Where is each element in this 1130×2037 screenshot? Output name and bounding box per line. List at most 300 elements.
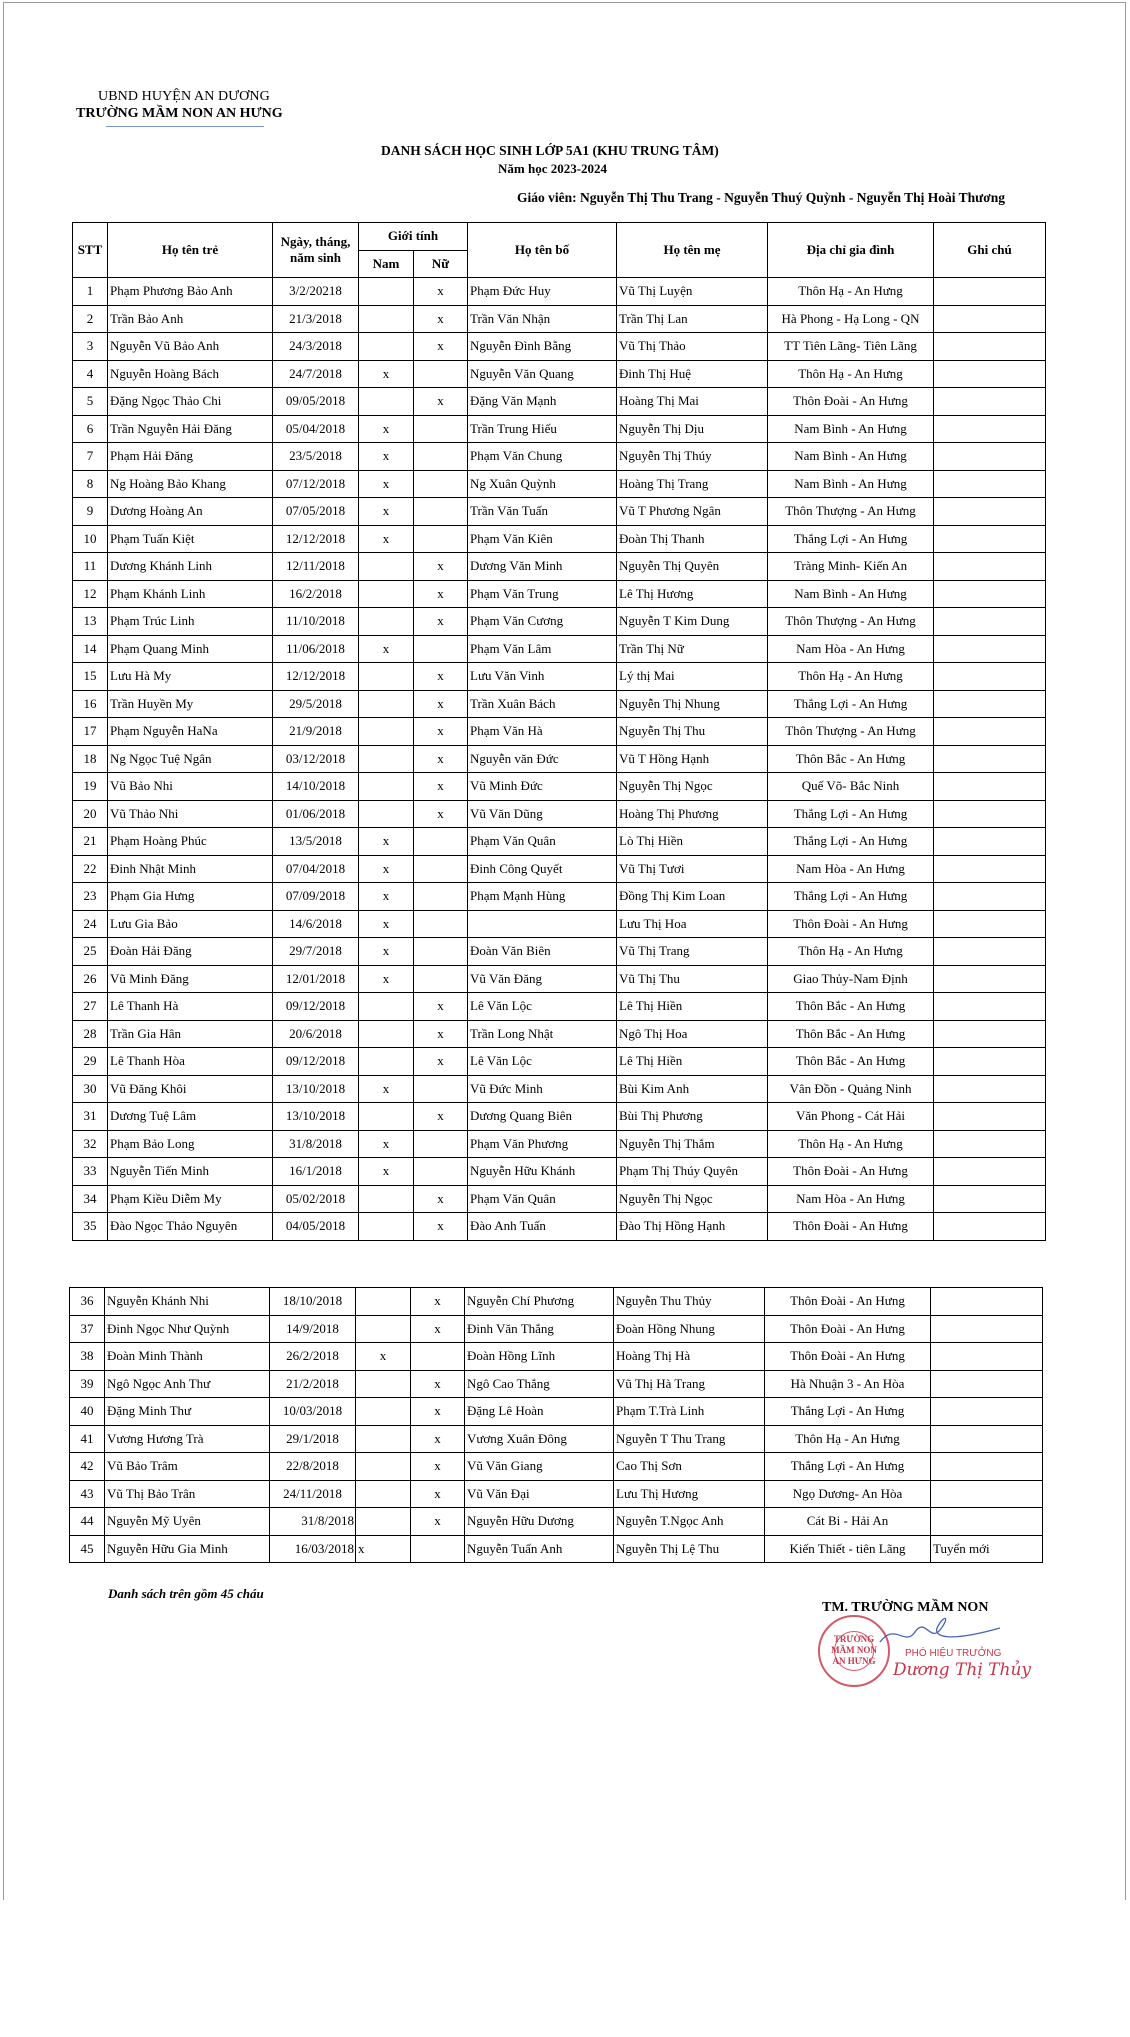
stamp-line-2: MẦM NON (831, 1645, 877, 1655)
dob-cell: 29/1/2018 (270, 1425, 356, 1453)
table-row (73, 1185, 1046, 1213)
note-cell (931, 1453, 1043, 1481)
stt-cell: 17 (73, 718, 108, 746)
stt-cell: 34 (73, 1185, 108, 1213)
address-cell: Thôn Đoài - An Hưng (768, 1213, 934, 1241)
mother-name-cell: Hoàng Thị Phương (617, 800, 768, 828)
mother-name-cell: Phạm Thị Thúy Quyên (617, 1158, 768, 1186)
note-cell (934, 333, 1046, 361)
note-cell (934, 1185, 1046, 1213)
table-row (73, 828, 1046, 856)
female-mark-cell (414, 1075, 468, 1103)
male-mark-cell (356, 1398, 411, 1426)
male-mark-cell (359, 553, 414, 581)
female-mark-cell: x (411, 1370, 465, 1398)
table-row (70, 1480, 1043, 1508)
child-name-cell: Trần Nguyễn Hải Đăng (108, 415, 273, 443)
stt-cell: 2 (73, 305, 108, 333)
document-title: DANH SÁCH HỌC SINH LỚP 5A1 (KHU TRUNG TÂM) (381, 143, 719, 158)
male-mark-cell (359, 718, 414, 746)
female-mark-cell (414, 415, 468, 443)
stt-cell: 14 (73, 635, 108, 663)
father-name-cell (468, 910, 617, 938)
header-mother: Họ tên mẹ (617, 223, 768, 278)
dob-cell: 07/09/2018 (273, 883, 359, 911)
address-cell: Thắng Lợi - An Hưng (768, 525, 934, 553)
address-cell: Thôn Thượng - An Hưng (768, 608, 934, 636)
male-mark-cell: x (359, 1158, 414, 1186)
mother-name-cell: Vũ Thị Luyện (617, 278, 768, 306)
father-name-cell: Trần Long Nhật (468, 1020, 617, 1048)
dob-cell: 05/02/2018 (273, 1185, 359, 1213)
child-name-cell: Vũ Bảo Nhi (108, 773, 273, 801)
father-name-cell: Ng Xuân Quỳnh (468, 470, 617, 498)
address-cell: Cát Bi - Hải An (765, 1508, 931, 1536)
stt-cell: 13 (73, 608, 108, 636)
address-cell: Nam Bình - An Hưng (768, 415, 934, 443)
header-stt: STT (73, 223, 108, 278)
note-cell (934, 883, 1046, 911)
stt-cell: 44 (70, 1508, 105, 1536)
female-mark-cell: x (414, 388, 468, 416)
male-mark-cell (359, 993, 414, 1021)
table-row (70, 1453, 1043, 1481)
male-mark-cell: x (359, 635, 414, 663)
note-cell (931, 1288, 1043, 1316)
stt-cell: 27 (73, 993, 108, 1021)
dob-cell: 05/04/2018 (273, 415, 359, 443)
mother-name-cell: Đoàn Hồng Nhung (614, 1315, 765, 1343)
father-name-cell: Nguyễn Hữu Dương (465, 1508, 614, 1536)
child-name-cell: Dương Tuệ Lâm (108, 1103, 273, 1131)
female-mark-cell: x (414, 608, 468, 636)
female-mark-cell: x (414, 690, 468, 718)
table-row (73, 745, 1046, 773)
child-name-cell: Vũ Thị Bảo Trân (105, 1480, 270, 1508)
female-mark-cell: x (414, 580, 468, 608)
address-cell: Thắng Lợi - An Hưng (768, 690, 934, 718)
note-cell (934, 773, 1046, 801)
dob-cell: 09/05/2018 (273, 388, 359, 416)
table-row (73, 580, 1046, 608)
note-cell (934, 1158, 1046, 1186)
child-name-cell: Nguyễn Hoàng Bách (108, 360, 273, 388)
father-name-cell: Trần Trung Hiếu (468, 415, 617, 443)
note-cell (934, 965, 1046, 993)
stt-cell: 9 (73, 498, 108, 526)
female-mark-cell: x (411, 1480, 465, 1508)
child-name-cell: Đào Ngọc Thảo Nguyên (108, 1213, 273, 1241)
note-cell (934, 993, 1046, 1021)
address-cell: Thôn Đoài - An Hưng (765, 1288, 931, 1316)
child-name-cell: Đoàn Hải Đăng (108, 938, 273, 966)
child-name-cell: Nguyễn Vũ Bảo Anh (108, 333, 273, 361)
table-row (73, 1020, 1046, 1048)
address-cell: Thôn Bắc - An Hưng (768, 993, 934, 1021)
male-mark-cell (356, 1425, 411, 1453)
stt-cell: 24 (73, 910, 108, 938)
note-cell (934, 800, 1046, 828)
child-name-cell: Phạm Tuấn Kiệt (108, 525, 273, 553)
school-year: Năm học 2023-2024 (498, 161, 608, 176)
table-row (73, 1048, 1046, 1076)
table-row (70, 1370, 1043, 1398)
table-row (73, 608, 1046, 636)
teachers-line: Giáo viên: Nguyễn Thị Thu Trang - Nguyễn Thuý Quỳnh - Nguyễn Thị Hoài Thương (517, 190, 1005, 205)
male-mark-cell: x (359, 1075, 414, 1103)
child-name-cell: Trần Huyền My (108, 690, 273, 718)
stamp-line-3: AN HƯNG (832, 1656, 876, 1666)
male-mark-cell (356, 1480, 411, 1508)
child-name-cell: Vũ Minh Đăng (108, 965, 273, 993)
dob-cell: 12/12/2018 (273, 663, 359, 691)
dob-cell: 12/11/2018 (273, 553, 359, 581)
stt-cell: 29 (73, 1048, 108, 1076)
dob-cell: 11/06/2018 (273, 635, 359, 663)
address-cell: Hà Phong - Hạ Long - QN (768, 305, 934, 333)
mother-name-cell: Lưu Thị Hương (614, 1480, 765, 1508)
stt-cell: 36 (70, 1288, 105, 1316)
note-cell (931, 1508, 1043, 1536)
header-address: Địa chỉ gia đình (768, 223, 934, 278)
child-name-cell: Nguyễn Khánh Nhi (105, 1288, 270, 1316)
mother-name-cell: Hoàng Thị Mai (617, 388, 768, 416)
note-cell (934, 278, 1046, 306)
table-row (73, 910, 1046, 938)
female-mark-cell (414, 855, 468, 883)
mother-name-cell: Vũ T Hồng Hạnh (617, 745, 768, 773)
female-mark-cell (414, 965, 468, 993)
table-row (70, 1315, 1043, 1343)
table-row (70, 1425, 1043, 1453)
dob-cell: 24/3/2018 (273, 333, 359, 361)
dob-cell: 12/12/2018 (273, 525, 359, 553)
male-mark-cell (356, 1453, 411, 1481)
female-mark-cell: x (411, 1288, 465, 1316)
note-cell (934, 663, 1046, 691)
table-row (73, 525, 1046, 553)
signature-title: TM. TRƯỜNG MẦM NON (822, 1600, 989, 1615)
female-mark-cell: x (414, 993, 468, 1021)
note-cell (931, 1370, 1043, 1398)
note-cell (934, 498, 1046, 526)
dob-cell: 31/8/2018 (270, 1508, 356, 1536)
note-cell (934, 415, 1046, 443)
note-cell (934, 718, 1046, 746)
mother-name-cell: Vũ Thị Thảo (617, 333, 768, 361)
female-mark-cell: x (414, 1213, 468, 1241)
child-name-cell: Lê Thanh Hòa (108, 1048, 273, 1076)
father-name-cell: Phạm Văn Phương (468, 1130, 617, 1158)
father-name-cell: Phạm Văn Kiên (468, 525, 617, 553)
address-cell: Ngọ Dương- An Hòa (765, 1480, 931, 1508)
female-mark-cell (414, 525, 468, 553)
child-name-cell: Phạm Hoàng Phúc (108, 828, 273, 856)
stamp-line-1: TRƯỜNG (833, 1634, 875, 1644)
note-cell (934, 553, 1046, 581)
dob-cell: 23/5/2018 (273, 443, 359, 471)
father-name-cell: Lê Văn Lộc (468, 993, 617, 1021)
father-name-cell: Dương Quang Biên (468, 1103, 617, 1131)
dob-cell: 29/5/2018 (273, 690, 359, 718)
dob-cell: 18/10/2018 (270, 1288, 356, 1316)
child-name-cell: Phạm Hải Đăng (108, 443, 273, 471)
stt-cell: 28 (73, 1020, 108, 1048)
child-name-cell: Phạm Nguyễn HaNa (108, 718, 273, 746)
agency-name: UBND HUYỆN AN DƯƠNG (98, 89, 270, 104)
mother-name-cell: Lý thị Mai (617, 663, 768, 691)
father-name-cell: Phạm Văn Trung (468, 580, 617, 608)
father-name-cell: Đặng Văn Mạnh (468, 388, 617, 416)
table-row (73, 553, 1046, 581)
mother-name-cell: Lưu Thị Hoa (617, 910, 768, 938)
father-name-cell: Lê Văn Lộc (468, 1048, 617, 1076)
address-cell: Thắng Lợi - An Hưng (768, 800, 934, 828)
address-cell: Thôn Hạ - An Hưng (768, 663, 934, 691)
address-cell: Thôn Hạ - An Hưng (768, 1130, 934, 1158)
header-male: Nam (359, 250, 414, 278)
mother-name-cell: Phạm T.Trà Linh (614, 1398, 765, 1426)
handwritten-signature (860, 1612, 1010, 1652)
mother-name-cell: Bùi Thị Phương (617, 1103, 768, 1131)
male-mark-cell (359, 608, 414, 636)
note-cell (934, 305, 1046, 333)
mother-name-cell: Lê Thị Hương (617, 580, 768, 608)
father-name-cell: Phạm Văn Chung (468, 443, 617, 471)
father-name-cell: Phạm Văn Lâm (468, 635, 617, 663)
table-row (73, 415, 1046, 443)
stt-cell: 1 (73, 278, 108, 306)
address-cell: Văn Phong - Cát Hải (768, 1103, 934, 1131)
male-mark-cell: x (359, 965, 414, 993)
address-cell: Thắng Lợi - An Hưng (768, 828, 934, 856)
female-mark-cell: x (414, 745, 468, 773)
mother-name-cell: Vũ Thị Thu (617, 965, 768, 993)
male-mark-cell: x (359, 1130, 414, 1158)
child-name-cell: Phạm Gia Hưng (108, 883, 273, 911)
header-female: Nữ (414, 250, 468, 278)
dob-cell: 11/10/2018 (273, 608, 359, 636)
note-cell (931, 1480, 1043, 1508)
stt-cell: 10 (73, 525, 108, 553)
stt-cell: 7 (73, 443, 108, 471)
note-cell (934, 938, 1046, 966)
mother-name-cell: Nguyễn Thị Ngọc (617, 1185, 768, 1213)
child-name-cell: Đặng Minh Thư (105, 1398, 270, 1426)
table-row (73, 388, 1046, 416)
father-name-cell: Nguyễn Chí Phương (465, 1288, 614, 1316)
female-mark-cell: x (411, 1398, 465, 1426)
mother-name-cell: Đoàn Thị Thanh (617, 525, 768, 553)
child-name-cell: Phạm Khánh Linh (108, 580, 273, 608)
stt-cell: 31 (73, 1103, 108, 1131)
father-name-cell: Phạm Đức Huy (468, 278, 617, 306)
female-mark-cell: x (414, 333, 468, 361)
note-cell (934, 855, 1046, 883)
child-name-cell: Ng Ngọc Tuệ Ngân (108, 745, 273, 773)
father-name-cell: Đinh Công Quyết (468, 855, 617, 883)
male-mark-cell (359, 773, 414, 801)
male-mark-cell: x (359, 525, 414, 553)
child-name-cell: Lưu Gia Bảo (108, 910, 273, 938)
table-row (73, 635, 1046, 663)
mother-name-cell: Lê Thị Hiền (617, 993, 768, 1021)
child-name-cell: Vương Hương Trà (105, 1425, 270, 1453)
mother-name-cell: Ngô Thị Hoa (617, 1020, 768, 1048)
table-row (73, 1158, 1046, 1186)
table-row (73, 1075, 1046, 1103)
mother-name-cell: Nguyễn Thị Lệ Thu (614, 1535, 765, 1563)
male-mark-cell (359, 800, 414, 828)
child-name-cell: Nguyễn Tiến Minh (108, 1158, 273, 1186)
note-cell (934, 1213, 1046, 1241)
mother-name-cell: Nguyễn T.Ngọc Anh (614, 1508, 765, 1536)
signer-role: PHÓ HIỆU TRƯỞNG (905, 1648, 1002, 1659)
father-name-cell: Đào Anh Tuấn (468, 1213, 617, 1241)
mother-name-cell: Nguyễn Thị Thúy (617, 443, 768, 471)
male-mark-cell: x (359, 883, 414, 911)
table-row (73, 1130, 1046, 1158)
dob-cell: 07/12/2018 (273, 470, 359, 498)
father-name-cell: Nguyễn Đình Bằng (468, 333, 617, 361)
address-cell: Hà Nhuận 3 - An Hòa (765, 1370, 931, 1398)
female-mark-cell: x (414, 773, 468, 801)
male-mark-cell (359, 333, 414, 361)
address-cell: Kiến Thiết - tiên Lãng (765, 1535, 931, 1563)
mother-name-cell: Đồng Thị Kim Loan (617, 883, 768, 911)
table-row (73, 305, 1046, 333)
female-mark-cell (414, 360, 468, 388)
address-cell: Thôn Bắc - An Hưng (768, 745, 934, 773)
male-mark-cell (359, 1103, 414, 1131)
note-cell (934, 388, 1046, 416)
address-cell: Quế Võ- Bắc Ninh (768, 773, 934, 801)
stt-cell: 21 (73, 828, 108, 856)
table-row (73, 360, 1046, 388)
mother-name-cell: Nguyễn Thị Ngọc (617, 773, 768, 801)
father-name-cell: Vũ Văn Dũng (468, 800, 617, 828)
female-mark-cell (414, 910, 468, 938)
female-mark-cell: x (414, 553, 468, 581)
child-name-cell: Lê Thanh Hà (108, 993, 273, 1021)
female-mark-cell (414, 1158, 468, 1186)
female-mark-cell (414, 883, 468, 911)
dob-cell: 09/12/2018 (273, 1048, 359, 1076)
mother-name-cell: Lò Thị Hiền (617, 828, 768, 856)
dob-cell: 26/2/2018 (270, 1343, 356, 1371)
table-row (73, 883, 1046, 911)
stt-cell: 3 (73, 333, 108, 361)
dob-cell: 04/05/2018 (273, 1213, 359, 1241)
stt-cell: 16 (73, 690, 108, 718)
stt-cell: 11 (73, 553, 108, 581)
child-name-cell: Lưu Hà My (108, 663, 273, 691)
stt-cell: 20 (73, 800, 108, 828)
table-row (73, 718, 1046, 746)
address-cell: Thôn Hạ - An Hưng (768, 938, 934, 966)
address-cell: Nam Bình - An Hưng (768, 580, 934, 608)
male-mark-cell (356, 1288, 411, 1316)
dob-cell: 21/9/2018 (273, 718, 359, 746)
father-name-cell: Nguyễn Tuấn Anh (465, 1535, 614, 1563)
stt-cell: 15 (73, 663, 108, 691)
child-name-cell: Nguyễn Hữu Gia Minh (105, 1535, 270, 1563)
table-row (73, 938, 1046, 966)
male-mark-cell (359, 278, 414, 306)
male-mark-cell: x (359, 828, 414, 856)
address-cell: Nam Hòa - An Hưng (768, 855, 934, 883)
female-mark-cell: x (411, 1508, 465, 1536)
child-name-cell: Đoàn Minh Thành (105, 1343, 270, 1371)
stt-cell: 37 (70, 1315, 105, 1343)
header-child-name: Họ tên trẻ (108, 223, 273, 278)
female-mark-cell: x (414, 1048, 468, 1076)
child-name-cell: Dương Khánh Linh (108, 553, 273, 581)
mother-name-cell: Trần Thị Nữ (617, 635, 768, 663)
stt-cell: 45 (70, 1535, 105, 1563)
father-name-cell: Phạm Văn Cương (468, 608, 617, 636)
header-father: Họ tên bố (468, 223, 617, 278)
dob-cell: 07/05/2018 (273, 498, 359, 526)
stt-cell: 41 (70, 1425, 105, 1453)
address-cell: Thôn Đoài - An Hưng (765, 1343, 931, 1371)
father-name-cell: Trần Văn Tuấn (468, 498, 617, 526)
father-name-cell: Dương Văn Minh (468, 553, 617, 581)
stt-cell: 6 (73, 415, 108, 443)
mother-name-cell: Nguyễn T Thu Trang (614, 1425, 765, 1453)
mother-name-cell: Đào Thị Hồng Hạnh (617, 1213, 768, 1241)
note-cell (934, 910, 1046, 938)
table-row (73, 690, 1046, 718)
note-cell (931, 1343, 1043, 1371)
stt-cell: 23 (73, 883, 108, 911)
dob-cell: 09/12/2018 (273, 993, 359, 1021)
address-cell: Nam Bình - An Hưng (768, 470, 934, 498)
father-name-cell: Nguyễn Văn Quang (468, 360, 617, 388)
child-name-cell: Phạm Quang Minh (108, 635, 273, 663)
note-cell (931, 1398, 1043, 1426)
stt-cell: 42 (70, 1453, 105, 1481)
child-name-cell: Phạm Bảo Long (108, 1130, 273, 1158)
address-cell: Nam Bình - An Hưng (768, 443, 934, 471)
dob-cell: 16/03/2018 (270, 1535, 356, 1563)
note-cell (934, 525, 1046, 553)
female-mark-cell (411, 1535, 465, 1563)
child-name-cell: Nguyễn Mỹ Uyên (105, 1508, 270, 1536)
table-row (73, 855, 1046, 883)
male-mark-cell (359, 745, 414, 773)
address-cell: Thôn Bắc - An Hưng (768, 1048, 934, 1076)
mother-name-cell: Vũ Thị Tươi (617, 855, 768, 883)
school-name: TRƯỜNG MẦM NON AN HƯNG (76, 106, 283, 121)
female-mark-cell: x (411, 1425, 465, 1453)
male-mark-cell (359, 1048, 414, 1076)
father-name-cell: Đoàn Hồng Lĩnh (465, 1343, 614, 1371)
table-row (73, 773, 1046, 801)
male-mark-cell (359, 1213, 414, 1241)
dob-cell: 14/6/2018 (273, 910, 359, 938)
note-cell (934, 443, 1046, 471)
mother-name-cell: Đinh Thị Huệ (617, 360, 768, 388)
address-cell: TT Tiên Lãng- Tiên Lãng (768, 333, 934, 361)
note-cell (934, 1130, 1046, 1158)
note-cell (934, 360, 1046, 388)
father-name-cell: Đặng Lê Hoàn (465, 1398, 614, 1426)
child-name-cell: Phạm Kiều Diễm My (108, 1185, 273, 1213)
table-row (70, 1343, 1043, 1371)
mother-name-cell: Nguyễn T Kim Dung (617, 608, 768, 636)
dob-cell: 21/2/2018 (270, 1370, 356, 1398)
